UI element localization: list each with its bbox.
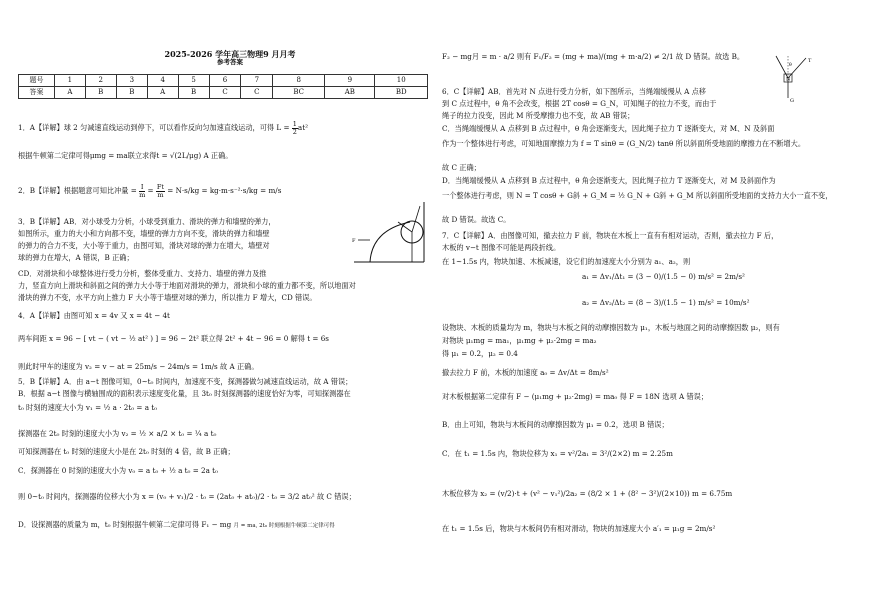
q1-conclusion: A 正确。 xyxy=(203,151,233,160)
q5-line-1: 5．B【详解】A．由 a−t 图像可知，0~t₀ 时间内，加速度不变，探测器做匀减速直线运动，故 A 错误； xyxy=(18,377,353,386)
q7-line-13: 在 t₁ = 1.5s 后，物块与木板间仍有相对滑动，物块的加速度大小 a′₁ = μ₁g = 2m/s² xyxy=(442,524,716,533)
answer-cell: AB xyxy=(325,87,375,99)
q7-line-6: 对物块 μ₁mg = ma₁，μ₁mg + μ₂·2mg = ma₂ xyxy=(442,336,597,345)
exam-title: 2025-2026 学年高三物理9 月月考 xyxy=(164,49,296,59)
q-number: 3 xyxy=(116,75,147,87)
q7-eq-a1: a₁ = Δv₁/Δt₁ = (3 − 0)/(1.5 − 0) m/s² = 2m/s² xyxy=(582,272,745,281)
q5-text-8: D．设探测器的质量为 m，t₀ 时刻根据牛顿第二定律可得 F₁ − mg xyxy=(18,520,232,529)
q6-line-9: 故 D 错误。故选 C。 xyxy=(442,215,511,224)
q3-line-5: CD．对滑块和小球整体进行受力分析，整体受重力、支持力、墙壁的弹力及推 xyxy=(18,269,267,278)
q4-text: 两车间距 x = 96 − xyxy=(18,334,82,343)
q5-line-5: 可知探测器在 t₀ 时刻的速度大小是在 2t₀ 时刻的 4 倍，故 B 正确； xyxy=(18,447,235,456)
answer-cell: C xyxy=(241,87,273,99)
q5-line-3: t₀ 时刻的速度大小为 v₁ = ½ a · 2t₀ = a t₀ xyxy=(18,403,158,412)
q1-formula: L = $\frac{1}{2}$ at² xyxy=(276,120,308,136)
q1-sqrt: √(2L/μg) xyxy=(169,151,202,160)
q2-text: 2．B【详解】根据题意可知比冲量 = xyxy=(18,186,137,195)
q3-line-4: 球的弹力在增大，A 错误，B 正确； xyxy=(18,253,134,262)
answer-cell: BD xyxy=(375,87,428,99)
q7-line-10: B．由上可知，物块与木板间的动摩擦因数为 μ₁ = 0.2，选项 B 错误； xyxy=(442,420,669,429)
q7-line-11: C．在 t₁ = 1.5s 内，物块位移为 x₁ = v²/2a₁ = 3²/(2×2) m = 2.25m xyxy=(442,449,673,458)
answer-cell: A xyxy=(147,87,178,99)
q4-line-3: 则此时甲车的速度为 v₂ = v − at = 25m/s − 24m/s = 1m/s 故 A 正确。 xyxy=(18,362,259,371)
q5-small-text: 月 = ma, 2t₀ 时刻根据牛顿第二定律可得 xyxy=(233,523,335,529)
q7-eq-a2: a₂ = Δv₂/Δt₂ = (8 − 3)/(1.5 − 1) m/s² = 10m/s² xyxy=(582,298,750,307)
q6-line-3: 绳子的拉力没变，因此 M 所受摩擦力也不变，故 AB 错误； xyxy=(442,111,635,120)
q7-line-2: 木板的 v−t 图像不可能是两段折线。 xyxy=(442,243,561,252)
q6-line-8: 一个整体进行考虑，则 N = T cosθ + G斜 + G_M = ½ G_N + G斜 + G_M 所以斜面所受地面的支持力大小一直不变， xyxy=(442,191,833,200)
q7-line-12: 木板位移为 x₂ = (v/2)·t + (v² − v₁²)/2a₂ = (8/2 × 1 + (8² − 3²)/(2×10)) m = 6.75m xyxy=(442,489,733,498)
q-number: 10 xyxy=(375,75,428,87)
answer-cell: C xyxy=(209,87,241,99)
q5-line-8 xyxy=(18,520,433,530)
row-label-answer: 答案 xyxy=(19,87,55,99)
q5-line-4: 探测器在 2t₀ 时刻的速度大小为 v₂ = ½ × a/2 × t₀ = ¼ a t₀ xyxy=(18,429,217,438)
q7-line-7: 得 μ₁ = 0.2，μ₂ = 0.4 xyxy=(442,349,518,358)
row-label-question: 题号 xyxy=(19,75,55,87)
q2-frac: $\frac{I}{m}$ = $\frac{Ft}{m}$ xyxy=(139,183,164,199)
q-number: 2 xyxy=(85,75,116,87)
document-title xyxy=(130,50,330,67)
q-number: 4 xyxy=(147,75,178,87)
svg-text:T: T xyxy=(808,58,812,64)
q3-line-3: 的弹力的合力不变，大小等于重力，由图可知，滑块对球的弹力在增大，墙壁对 xyxy=(18,241,270,250)
q4-line-2 xyxy=(18,334,433,344)
answer-cell: B xyxy=(178,87,209,99)
answer-row xyxy=(19,87,428,99)
q3-line-1: 3．B【详解】AB．对小球受力分析，小球受到重力、滑块的弹力和墙壁的弹力， xyxy=(18,217,276,226)
r-line-1: F₂ − mg月 = m · a/2 则有 F₁/F₂ = (mg + ma)/(mg + m·a/2) ≠ 2/1 故 D 错误。故选 B。 xyxy=(442,52,745,61)
q-number: 9 xyxy=(325,75,375,87)
q3-line-6: 力，竖直方向上滑块和斜面之间的弹力大小等于地面对滑块的弹力，滑块和小球的重力都不变，所以地面对 xyxy=(18,281,356,290)
q5-line-2: B．根据 a−t 图像与横轴围成的面积表示速度变化量，且 3t₀ 时刻探测器的速度恰好为零，可知探测器在 xyxy=(18,389,351,398)
q7-line-1: 7．C【详解】A．由图像可知，撤去拉力 F 前，物块在木板上一直有有相对运动，否则，撤去拉力 F 后， xyxy=(442,231,779,240)
q1-text-2: 根据牛顿第二定律可得μmg = ma联立求得t = xyxy=(18,151,168,160)
answer-cell: B xyxy=(116,87,147,99)
q4-text-2: = 96 − 2t² 联立得 2t² + 4t − 96 = 0 解得 t = 6s xyxy=(160,334,329,343)
q4-line-1: 4．A【详解】由图可知 x = 4v 又 x = 4t − 4t xyxy=(18,311,170,320)
svg-text:F: F xyxy=(352,238,356,244)
q6-line-1: 6．C【详解】AB．首先对 N 点进行受力分析，如下图所示，当绳端缓慢从 A 点移 xyxy=(442,87,706,96)
answer-cell: A xyxy=(55,87,86,99)
q5-line-6: C．探测器在 0 时刻的速度大小为 v₀ = a t₀ + ½ a t₀ = 2a t₀ xyxy=(18,466,218,475)
q6-line-2: 到 C 点过程中，θ 角不会改变，根据 2T cosθ = G_N，可知绳子的拉力不变，而由于 xyxy=(442,99,717,108)
q3-line-7: 滑块的弹力不变，水平方向上推力 F 大小等于墙壁对球的弹力，所以推力 F 增大，CD 错误。 xyxy=(18,293,317,302)
q3-line-2: 如图所示，重力的大小和方向都不变，墙壁的弹力方向不变，滑块的弹力和墙壁 xyxy=(18,229,270,238)
q5-line-7: 则 0~t₀ 时间内，探测器的位移大小为 x = (v₀ + v₁)/2 · t₀ = (2at₀ + at₀)/2 · t₀ = 3/2 at₀² 故 C 错误； xyxy=(18,492,356,501)
q1-text: 1．A【详解】球 2 匀减速直线运动到停下，可以看作反向匀加速直线运动，可得 xyxy=(18,123,275,132)
answer-table xyxy=(18,74,428,99)
q6-line-6: 故 C 正确； xyxy=(442,163,481,172)
q1-line-2 xyxy=(18,151,433,161)
answer-cell: BC xyxy=(273,87,325,99)
svg-text:N: N xyxy=(786,76,791,83)
q-number: 6 xyxy=(209,75,241,87)
q6-line-4: C．当绳端缓慢从 A 点移到 B 点过程中，θ 角会逐渐变大，因此绳子拉力 T 逐渐变大，对 M、N 及斜面 xyxy=(442,124,775,133)
q2-line xyxy=(18,184,433,198)
svg-text:G: G xyxy=(790,98,794,104)
q6-line-5: 作为一个整体进行考虑，可知地面摩擦力为 f = T sinθ = (G_N/2) tanθ 所以斜面所受地面的摩擦力在不断增大。 xyxy=(442,139,806,148)
q1-line-1 xyxy=(18,121,433,135)
exam-subtitle: 参考答案 xyxy=(217,58,243,67)
answer-cell: B xyxy=(85,87,116,99)
q-number: 5 xyxy=(178,75,209,87)
q-number: 7 xyxy=(241,75,273,87)
q6-force-diagram xyxy=(770,52,818,104)
q7-line-3: 在 1~1.5s 内，物块加速、木板减速，设它们的加速度大小分别为 a₁、a₂，则 xyxy=(442,257,691,266)
q6-line-7: D．当绳端缓慢从 A 点移到 B 点过程中，θ 角会逐渐变大，因此绳子拉力 T 逐渐变大，对 M 及斜面作为 xyxy=(442,176,776,185)
q3-ball-wall-diagram xyxy=(350,200,432,270)
q7-line-5: 设物块、木板的质量均为 m，物块与木板之间的动摩擦因数为 μ₁，木板与地面之间的动摩擦因数 μ₂，则有 xyxy=(442,323,780,332)
q7-line-9: 对木板根据第二定律有 F − (μ₁mg + μ₂·2mg) = ma₀ 得 F = 18N 选项 A 错误； xyxy=(442,392,709,401)
q-number: 8 xyxy=(273,75,325,87)
q-number: 1 xyxy=(55,75,86,87)
question-number-row xyxy=(19,75,428,87)
q7-line-8: 撤去拉力 F 前，木板的加速度 a₀ = Δv/Δt = 8m/s² xyxy=(442,368,609,377)
q4-bracket: [ vt − ( vt − ½ at² ) ] xyxy=(83,334,159,343)
svg-text:θ: θ xyxy=(789,63,792,68)
q2-units: = N·s/kg = kg·m·s⁻²·s/kg = m/s xyxy=(167,186,282,195)
